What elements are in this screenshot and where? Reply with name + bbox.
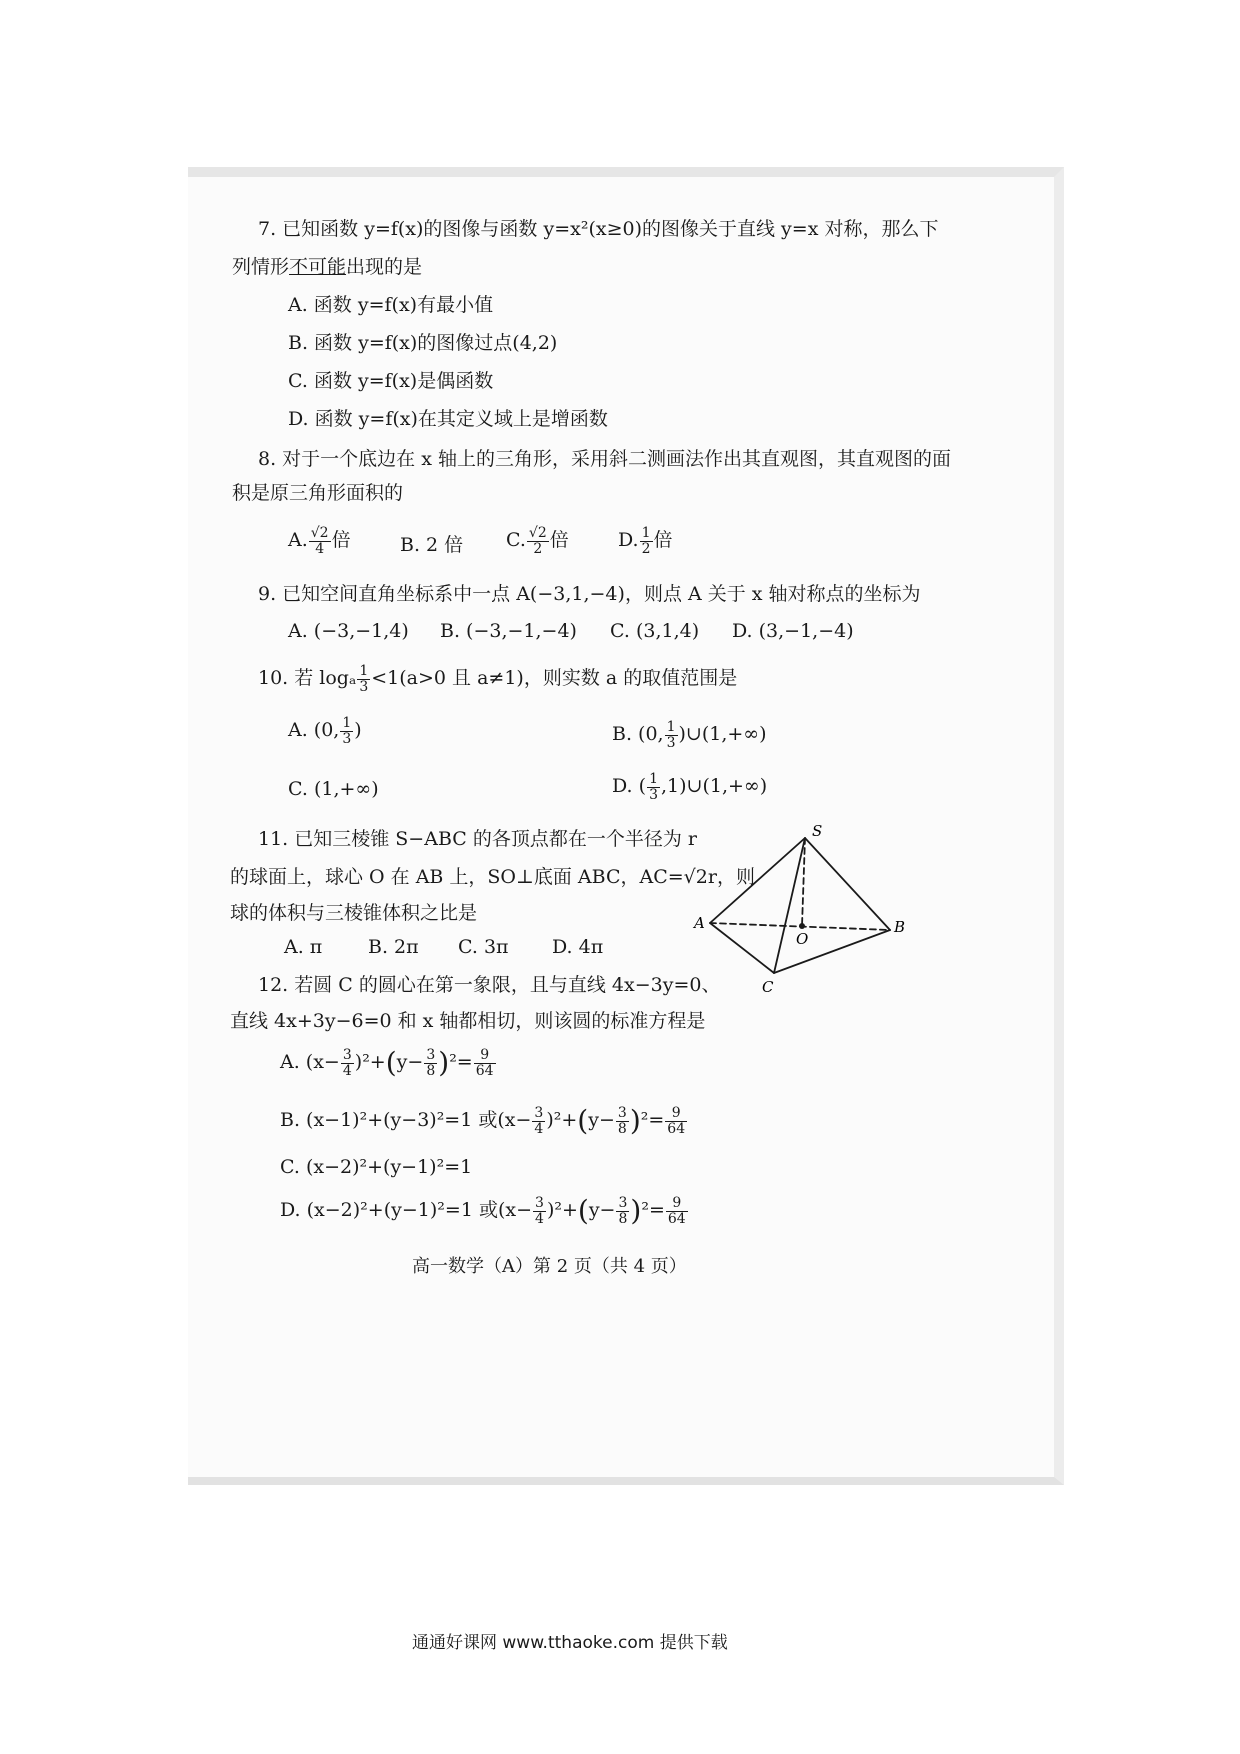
q11-option-b: B. 2π	[368, 936, 419, 958]
q10-option-c: C. (1,+∞)	[288, 778, 379, 800]
q8-option-b: B. 2 倍	[400, 534, 464, 556]
label-a: A	[694, 914, 705, 932]
q7-stem-part1: 列情形	[232, 256, 290, 278]
fraction-numerator: 3	[342, 1047, 352, 1063]
q10-stem-fraction	[357, 664, 370, 694]
q12-a-frac2	[424, 1048, 437, 1078]
q8-option-a-label: A.	[288, 529, 308, 552]
fraction-denominator: 3	[359, 678, 369, 695]
edge-s-a	[710, 838, 805, 923]
q12-option-b	[280, 1106, 688, 1136]
fraction-numerator: 3	[426, 1047, 436, 1063]
q8-stem-line1: 8. 对于一个底边在 x 轴上的三角形，采用斜二测画法作出其直观图，其直观图的面	[258, 448, 951, 470]
paren-open: (	[577, 1104, 589, 1138]
fraction-denominator: 64	[667, 1210, 686, 1227]
q7-stem-line2	[232, 258, 422, 277]
fraction-denominator: 8	[426, 1062, 436, 1079]
q8-stem-line2: 积是原三角形面积的	[232, 482, 404, 504]
q12-d-part: ²=	[641, 1199, 665, 1222]
paren-close: )	[438, 1046, 450, 1080]
paren-open: (	[577, 1194, 589, 1228]
q12-b-part: )²+	[546, 1109, 578, 1132]
q9-option-d: D. (3,−1,−4)	[732, 620, 854, 642]
q12-d-part: )²+	[546, 1199, 578, 1222]
site-footer: 通通好课网 www.tthaoke.com 提供下载	[412, 1633, 728, 1653]
fraction-denominator: 3	[666, 734, 676, 751]
q10-option-a-suffix: )	[354, 719, 362, 742]
fraction-numerator: 1	[666, 719, 676, 735]
q7-option-c: C. 函数 y=f(x)是偶函数	[288, 370, 494, 392]
q11-stem-line3: 球的体积与三棱锥体积之比是	[230, 902, 478, 924]
fraction-denominator: 8	[618, 1210, 628, 1227]
fraction-numerator: 1	[342, 715, 352, 731]
fraction-numerator: 9	[474, 1048, 496, 1064]
q10-option-b-prefix: B. (0,	[612, 723, 664, 746]
q10-option-b-fraction	[665, 720, 678, 750]
q10-option-d-fraction	[647, 772, 660, 802]
fraction-denominator: 2	[641, 540, 651, 557]
q12-stem-line2: 直线 4x+3y−6=0 和 x 轴都相切，则该圆的标准方程是	[230, 1010, 706, 1032]
label-s: S	[812, 822, 823, 840]
q8-option-c-label: C.	[506, 529, 526, 552]
q12-b-frac1	[532, 1106, 545, 1136]
q7-stem-line1: 7. 已知函数 y=f(x)的图像与函数 y=x²(x≥0)的图像关于直线 y=x 对称，那么下	[258, 218, 939, 240]
fraction-denominator: 4	[534, 1120, 544, 1137]
q7-option-a: A. 函数 y=f(x)有最小值	[288, 294, 494, 316]
q12-b-frac2	[616, 1106, 629, 1136]
fraction-numerator: 3	[618, 1195, 628, 1211]
fraction-denominator: 4	[535, 1210, 544, 1227]
fraction-denominator: 4	[342, 1062, 352, 1079]
q9-option-a: A. (−3,−1,4)	[288, 620, 409, 642]
fraction-denominator: 64	[667, 1120, 686, 1137]
edge-c-b	[774, 930, 890, 973]
fraction-numerator: 9	[665, 1106, 687, 1122]
q8-option-c-fraction	[527, 526, 549, 556]
fraction-numerator: √2	[310, 525, 329, 541]
fraction-denominator: 3	[649, 786, 658, 803]
q12-b-part: ²=	[640, 1109, 665, 1132]
q8-option-a-suffix: 倍	[331, 529, 351, 552]
q7-option-d: D. 函数 y=f(x)在其定义域上是增函数	[288, 408, 608, 430]
q7-stem-emphasis: 不可能	[289, 256, 347, 278]
edge-a-c	[710, 923, 774, 973]
q7-option-b: B. 函数 y=f(x)的图像过点(4,2)	[288, 332, 558, 354]
q12-stem-line1: 12. 若圆 C 的圆心在第一象限，且与直线 4x−3y=0、	[258, 974, 721, 996]
center-point-o	[799, 923, 805, 929]
q10-option-b-suffix: )∪(1,+∞)	[678, 723, 767, 746]
fraction-numerator: 3	[535, 1195, 544, 1211]
q12-d-frac2	[616, 1196, 629, 1226]
q12-a-frac3	[474, 1048, 496, 1078]
exam-page	[188, 167, 1064, 1485]
q12-option-c: C. (x−2)²+(y−1)²=1	[280, 1156, 473, 1178]
q12-b-part: B. (x−1)²+(y−3)²=1 或(x−	[280, 1109, 532, 1132]
q8-option-a-fraction	[309, 526, 331, 556]
edge-s-c	[774, 838, 805, 973]
q12-a-part: y−	[396, 1051, 424, 1074]
paren-close: )	[629, 1104, 641, 1138]
q12-d-frac1	[533, 1196, 546, 1226]
q11-option-a: A. π	[284, 936, 323, 958]
fraction-numerator: 1	[641, 525, 651, 541]
fraction-numerator: 9	[666, 1196, 688, 1212]
label-o: O	[796, 930, 809, 948]
page-number-footer: 高一数学（A）第 2 页（共 4 页）	[412, 1256, 687, 1277]
q10-option-d	[612, 772, 767, 802]
q10-stem-prefix: 10. 若 logₐ	[258, 667, 357, 690]
fraction-numerator: √2	[528, 525, 547, 541]
q8-option-c	[506, 526, 569, 556]
q12-a-frac1	[341, 1048, 354, 1078]
q10-option-d-prefix: D. (	[612, 775, 647, 798]
q12-a-part: )²+	[354, 1051, 386, 1074]
paren-close: )	[630, 1194, 642, 1228]
fraction-denominator: 8	[617, 1120, 627, 1137]
q9-option-b: B. (−3,−1,−4)	[440, 620, 577, 642]
label-c: C	[762, 978, 774, 996]
q10-option-a-prefix: A. (0,	[288, 719, 340, 742]
q8-option-d-label: D.	[618, 529, 639, 552]
q10-option-b	[612, 720, 767, 750]
fraction-numerator: 1	[359, 663, 369, 679]
q12-d-frac3	[666, 1196, 688, 1226]
q11-stem-line2: 的球面上，球心 O 在 AB 上，SO⊥底面 ABC，AC=√2r，则	[230, 866, 755, 888]
q12-d-part: y−	[588, 1199, 616, 1222]
fraction-numerator: 1	[649, 771, 658, 787]
q11-stem-line1: 11. 已知三棱锥 S−ABC 的各顶点都在一个半径为 r	[258, 828, 697, 850]
q12-option-d	[280, 1196, 689, 1226]
q10-option-a	[288, 716, 362, 746]
q12-b-frac3	[665, 1106, 687, 1136]
fraction-denominator: 3	[342, 730, 352, 747]
tetrahedron-diagram	[690, 820, 930, 1000]
q8-option-d	[618, 526, 673, 556]
q11-option-c: C. 3π	[458, 936, 509, 958]
q11-option-d: D. 4π	[552, 936, 604, 958]
fraction-numerator: 3	[534, 1105, 544, 1121]
fraction-denominator: 64	[475, 1062, 494, 1079]
label-b: B	[894, 918, 906, 936]
fraction-numerator: 3	[617, 1105, 627, 1121]
fraction-denominator: 4	[315, 540, 325, 557]
q8-option-c-suffix: 倍	[549, 529, 569, 552]
q8-option-a	[288, 526, 351, 556]
q12-a-part: ²=	[449, 1051, 473, 1074]
edge-s-b	[805, 838, 890, 930]
q12-a-part: A. (x−	[280, 1051, 340, 1074]
q10-option-d-suffix: ,1)∪(1,+∞)	[660, 775, 768, 798]
q7-stem-part2: 出现的是	[346, 256, 423, 278]
q8-option-d-suffix: 倍	[653, 529, 673, 552]
q12-d-part: D. (x−2)²+(y−1)²=1 或(x−	[280, 1199, 533, 1222]
q10-stem-suffix: <1(a>0 且 a≠1)，则实数 a 的取值范围是	[371, 667, 738, 690]
fraction-denominator: 2	[533, 540, 543, 557]
q10-option-a-fraction	[340, 716, 353, 746]
q10-stem	[258, 664, 737, 694]
paren-open: (	[385, 1046, 397, 1080]
q12-option-a	[280, 1048, 497, 1078]
q8-option-d-fraction	[640, 526, 653, 556]
q12-b-part: y−	[588, 1109, 615, 1132]
q9-stem: 9. 已知空间直角坐标系中一点 A(−3,1,−4)，则点 A 关于 x 轴对称点的坐标为	[258, 583, 921, 605]
q9-option-c: C. (3,1,4)	[610, 620, 700, 642]
